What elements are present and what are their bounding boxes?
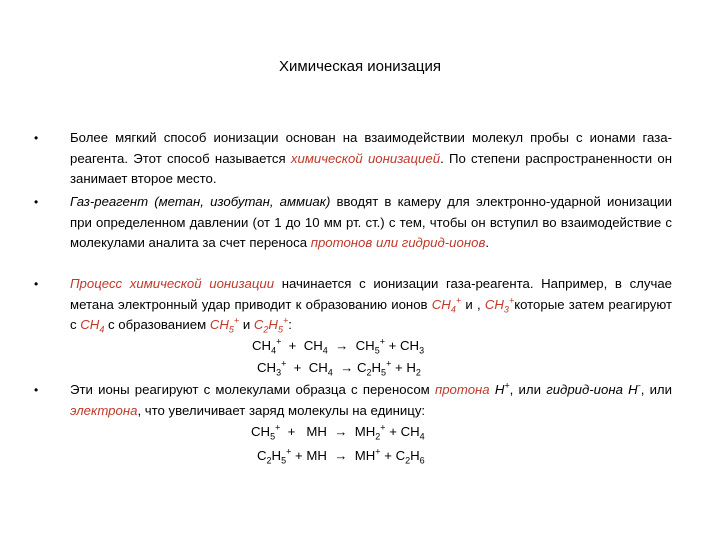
bullet-marker: • [34,131,39,145]
bullet-marker: • [34,195,39,209]
equation-2: $CH_3^+ + CH_4 \to C_2H_5^+ + H_2$ [257,358,421,378]
paragraph-2: Газ-реагент (метан, изобутан, аммиак) вводят в камеру для электронно-ударной ионизации при определенном давлении (от 1 до 10 мм рт. ст.) с тем, чтобы он вступил во взаимодействие с молекулами аналита за счет переноса протонов или гидрид-ионов. [70,194,672,250]
paragraph-1: Более мягкий способ ионизации основан на взаимодействии молекул пробы с ионами газа-реагента. Этот способ называется химической ионизацией. По степени распространенности он занимает второе место. [70,130,672,186]
paragraph-4: Эти ионы реагируют с молекулами образца с переносом протона H+, или гидрид-иона H-, или электрона, что увеличивает заряд молекулы на единицу: [70,380,672,418]
term-highlight: химической ионизацией [290,150,441,166]
slide-title: Химическая ионизация [279,58,441,75]
equation-3: $CH_5^+$ + MH → $MH_2^+ + CH_4$ [251,422,425,442]
bullet-marker: • [34,277,39,291]
bullet-marker: • [34,383,39,397]
term-highlight: Процесс химической ионизации [70,276,275,291]
term-highlight: протонов или гидрид-ионов [310,235,486,250]
term-highlight: протона [434,382,490,397]
equation-4: $C_2H_5^+$ + MH → $MH^+ + C_2H_6$ [257,446,425,466]
equation-1: $CH_4^+ + CH_4 \to CH_5^+ + CH_3$ [252,336,425,356]
paragraph-3: Процесс химической ионизации начинается с ионизации газа-реагента. Например, в случае метана электронный удар приводит к образованию ионов $CH_4^+$ и , $CH_3^+которые$ затем реагируют с $CH_4$ с образованием $CH_5^+$ и $C_2H_5^+$: [70,276,672,335]
term-highlight: электрона [70,402,138,418]
